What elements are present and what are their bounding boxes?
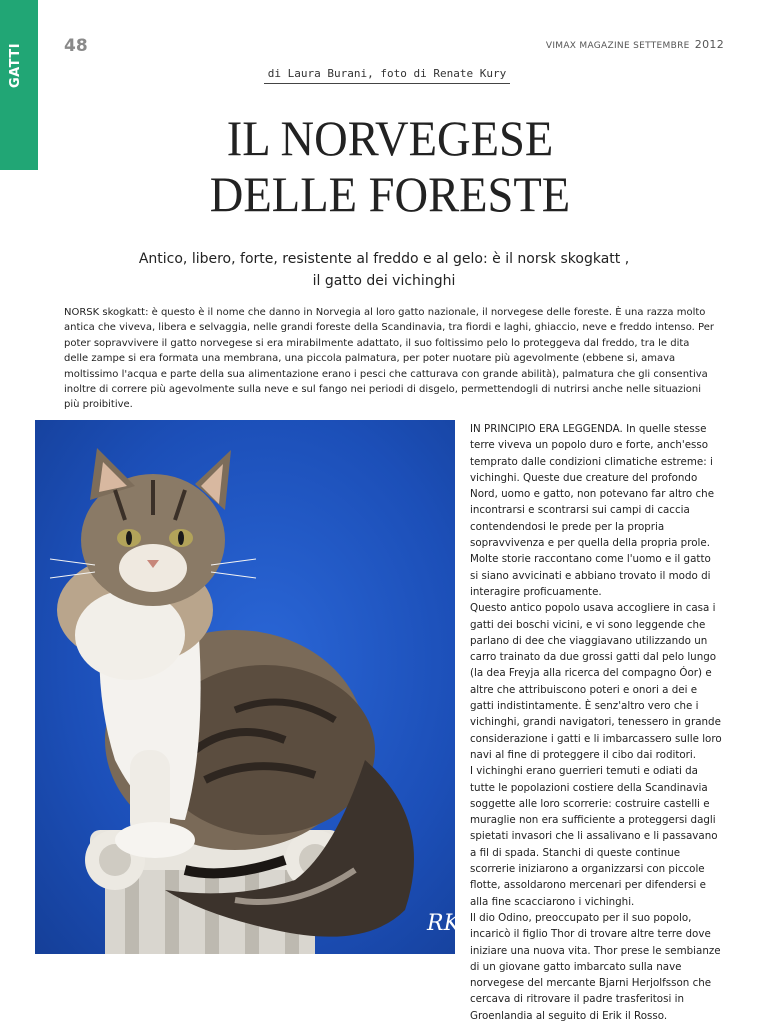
body-paragraph-2: Questo antico popolo usava accogliere in casa i gatti dei boschi vicini, e vi sono leggende che parlano di dee che viaggiavano utilizzando un carro trainato da due grossi gatti dal pelo lungo (la dea Freyja alla ricerca del compagno Óor) e altre che attribuiscono poteri e onori a dei e gatti indistintamente. È senz'altro vero che i vichinghi, grandi navigatori, tenessero in grande considerazione i gatti e li imbarcassero sulle loro navi al fine di proteggere il cibo dai roditori. — [470, 602, 722, 761]
headline — [195, 110, 586, 222]
magazine-name: VIMAX MAGAZINE SETTEMBRE — [545, 41, 690, 51]
issue-year: 2012 — [694, 38, 724, 51]
byline-rule — [264, 83, 510, 84]
lead-paragraph: NORSK skogkatt: è questo è il nome che danno in Norvegia al loro gatto nazionale, il norvegese delle foreste. È una razza molto antica che viveva, libera e selvaggia, nelle grandi foreste della Scandinavia, tra fiordi e laghi, ghiaccio, neve e freddo intenso. Per poter sopravvivere il gatto norvegese si era mirabilmente adattato, il suo foltissimo pelo lo proteggeva dal freddo, tra le dita delle zampe si era formata una membrana, una piccola palmatura, per poter nuotare più agevolmente (ebbene si, amava moltissimo l'acqua e parte della sua alimentazione erano i pesci che catturava con grande abilità), palmatura che gli consentiva inoltre di correre più agevolmente sulla neve e sul fango nei periodi di disgelo, permettendogli di nutrirsi anche nelle situazioni più proibitive. — [64, 307, 714, 411]
deck-line-1: Antico, libero, forte, resistente al freddo e al gelo: è il norsk skogkatt , — [138, 251, 630, 267]
photo-signature: RK — [427, 911, 460, 936]
section-tab — [0, 0, 38, 170]
cat-photo — [35, 420, 460, 954]
cat-paws — [115, 822, 195, 858]
cat-illustration — [35, 420, 460, 954]
headline-line-2: DELLE FORESTE — [209, 166, 571, 222]
body-column — [470, 421, 722, 1024]
headline-line-1: IL NORVEGESE — [226, 110, 554, 166]
deck-line-2: il gatto dei vichinghi — [312, 273, 456, 289]
page-number: 48 — [64, 36, 88, 56]
body-paragraph-1: IN PRINCIPIO ERA LEGGENDA. In quelle stesse terre viveva un popolo duro e forte, anch'esso temprato dalle condizioni climatiche estreme: i vichinghi. Queste due creature del profondo Nord, uomo e gatto, non potevano far altro che incontrarsi e scontrarsi sui campi di caccia contendendosi le prede per la propria sopravvivenza e per quella della propria prole. Molte storie raccontano come l'uomo e il gatto si siano avvicinati e abbiano trovato il modo di interagire proficuamente. — [470, 423, 715, 598]
body-paragraph-4: Il dio Odino, preoccupato per il suo popolo, incaricò il figlio Thor di trovare altre terre dove iniziare una nuova vita. Thor prese le sembianze di un giovane gatto imbarcato sulla nave norvegese del mercante Bjarni Herjolfsson che cercava di ritrovare il padre trasferitosi in Groenlandia al seguito di Erik il Rosso. — [470, 911, 721, 1022]
byline: di Laura Burani, foto di Renate Kury — [267, 67, 507, 80]
deck — [100, 248, 668, 292]
body-paragraph-3: I vichinghi erano guerrieri temuti e odiati da tutte le popolazioni costiere della Scandinavia soggette alle loro scorrerie: costruire castelli e muraglie non era sufficiente a proteggersi dagli spietati invasori che li assalivano e li passavano a fil di spada. Stanchi di queste continue scorrerie iniziarono a organizzarsi con piccole flotte, assoldarono mercenari per difendersi e alla fine scacciarono i vichinghi. — [470, 765, 718, 908]
running-header — [546, 38, 724, 51]
section-tab-label: GATTI — [8, 42, 23, 88]
